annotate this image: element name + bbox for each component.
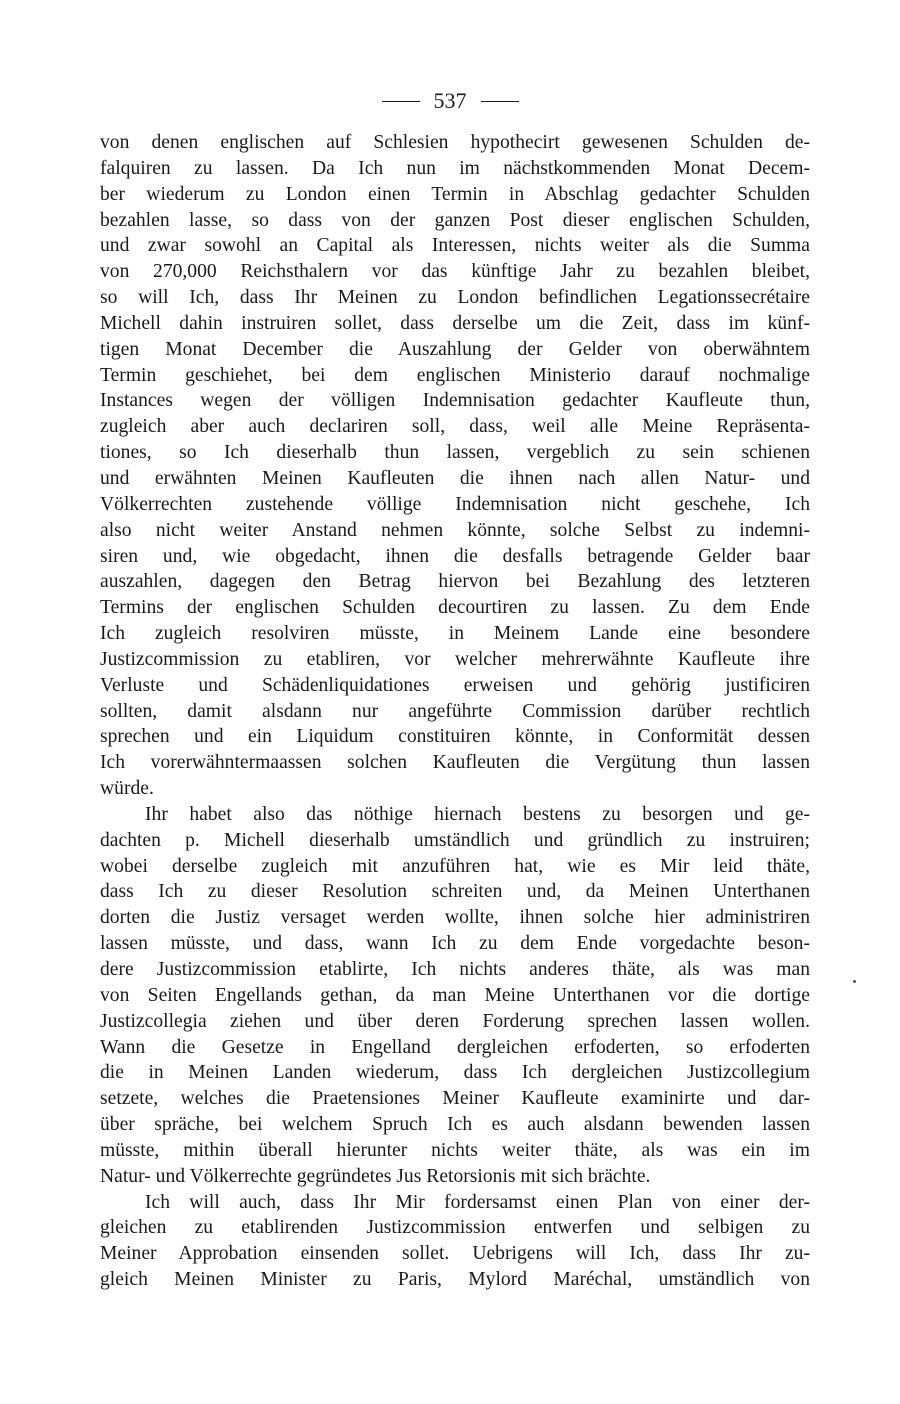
text-line: und erwähnten Meinen Kaufleuten die ihnen nach allen Natur- und — [100, 467, 810, 489]
text-line: Natur- und Völkerrechte gegründetes Jus Retorsionis mit sich brächte. — [100, 1165, 651, 1187]
text-line: setzete, welches die Praetensiones Meiner Kaufleute examinirte und dar- — [100, 1088, 810, 1110]
margin-mark — [853, 980, 856, 983]
text-line: tiones, so Ich dieserhalb thun lassen, vergeblich zu sein schienen — [100, 442, 810, 464]
text-line: Termin geschiehet, bei dem englischen Ministerio darauf nochmalige — [100, 364, 810, 386]
text-line: müsste, mithin überall hierunter nichts weiter thäte, als was ein im — [100, 1139, 810, 1161]
text-line: Justizcollegia ziehen und über deren Forderung sprechen lassen wollen. — [100, 1010, 810, 1032]
text-line: sollten, damit alsdann nur angeführte Commission darüber rechtlich — [100, 700, 810, 722]
text-line: dachten p. Michell dieserhalb umständlich und gründlich zu instruiren; — [100, 829, 810, 851]
body-text — [100, 130, 810, 1293]
text-line: ber wiederum zu London einen Termin in Abschlag gedachter Schulden — [100, 183, 810, 205]
text-line: gleich Meinen Minister zu Paris, Mylord Maréchal, umständlich von — [100, 1269, 810, 1291]
page-number: 537 — [433, 88, 467, 113]
text-line: Verluste und Schädenliquidationes erweisen und gehörig justificiren — [100, 674, 810, 696]
text-line: von Seiten Engellands gethan, da man Meine Unterthanen vor die dortige — [100, 984, 810, 1006]
text-line: Ich zugleich resolviren müsste, in Meinem Lande eine besondere — [100, 623, 810, 645]
text-line: Ihr habet also das nöthige hiernach bestens zu besorgen und ge- — [145, 803, 810, 825]
text-line: Termins der englischen Schulden decourtiren zu lassen. Zu dem Ende — [100, 597, 810, 619]
paragraph — [100, 130, 810, 802]
text-line: gleichen zu etablirenden Justizcommission entwerfen und selbigen zu — [100, 1217, 810, 1239]
text-line: dass Ich zu dieser Resolution schreiten und, da Meinen Unterthanen — [100, 881, 810, 903]
text-line: lassen müsste, und dass, wann Ich zu dem Ende vorgedachte beson- — [100, 933, 810, 955]
text-line: über spräche, bei welchem Spruch Ich es auch alsdann bewenden lassen — [100, 1114, 810, 1136]
text-line: siren und, wie obgedacht, ihnen die desfalls betragende Gelder baar — [100, 545, 810, 567]
header-dash-right — [481, 101, 519, 102]
paragraph — [100, 1190, 810, 1293]
text-line: Justizcommission zu etabliren, vor welcher mehrerwähnte Kaufleute ihre — [100, 648, 810, 670]
text-line: bezahlen lasse, so dass von der ganzen Post dieser englischen Schulden, — [100, 209, 810, 231]
text-line: von 270,000 Reichsthalern vor das künftige Jahr zu bezahlen bleibet, — [100, 261, 810, 283]
text-line: und zwar sowohl an Capital als Interessen, nichts weiter als die Summa — [100, 235, 810, 257]
text-line: die in Meinen Landen wiederum, dass Ich dergleichen Justizcollegium — [100, 1062, 810, 1084]
paragraph — [100, 802, 810, 1190]
header-dash-left — [382, 101, 420, 102]
text-line: von denen englischen auf Schlesien hypothecirt gewesenen Schulden de- — [100, 132, 810, 153]
text-line: so will Ich, dass Ihr Meinen zu London befindlichen Legationssecrétaire — [100, 287, 810, 309]
text-line: wobei derselbe zugleich mit anzuführen hat, wie es Mir leid thäte, — [100, 855, 810, 877]
text-line: tigen Monat December die Auszahlung der Gelder von oberwähntem — [100, 338, 810, 360]
text-line: sprechen und ein Liquidum constituiren könnte, in Conformität dessen — [100, 726, 810, 748]
text-line: also nicht weiter Anstand nehmen könnte, solche Selbst zu indemni- — [100, 519, 810, 541]
text-line: dere Justizcommission etablirte, Ich nichts anderes thäte, als was man — [100, 959, 810, 980]
text-line: dorten die Justiz versaget werden wollte, ihnen solche hier administriren — [100, 907, 810, 929]
text-line: Instances wegen der völligen Indemnisation gedachter Kaufleute thun, — [100, 390, 810, 412]
text-line: Meiner Approbation einsenden sollet. Uebrigens will Ich, dass Ihr zu- — [100, 1243, 810, 1265]
text-line: falquiren zu lassen. Da Ich nun im nächstkommenden Monat Decem- — [100, 157, 810, 179]
text-line: Ich vorerwähntermaassen solchen Kaufleuten die Vergütung thun lassen — [100, 752, 810, 774]
text-line: würde. — [100, 778, 154, 800]
text-line: auszahlen, dagegen den Betrag hiervon bei Bezahlung des letzteren — [100, 571, 810, 593]
text-line: Ich will auch, dass Ihr Mir fordersamst einen Plan von einer der- — [145, 1191, 810, 1213]
page-header — [0, 88, 900, 114]
text-line: Wann die Gesetze in Engelland dergleichen erfoderten, so erfoderten — [100, 1036, 810, 1058]
text-line: Michell dahin instruiren sollet, dass derselbe um die Zeit, dass im künf- — [100, 312, 810, 334]
text-line: Völkerrechten zustehende völlige Indemnisation nicht geschehe, Ich — [100, 493, 810, 515]
text-line: zugleich aber auch declariren soll, dass, weil alle Meine Repräsenta- — [100, 416, 810, 438]
